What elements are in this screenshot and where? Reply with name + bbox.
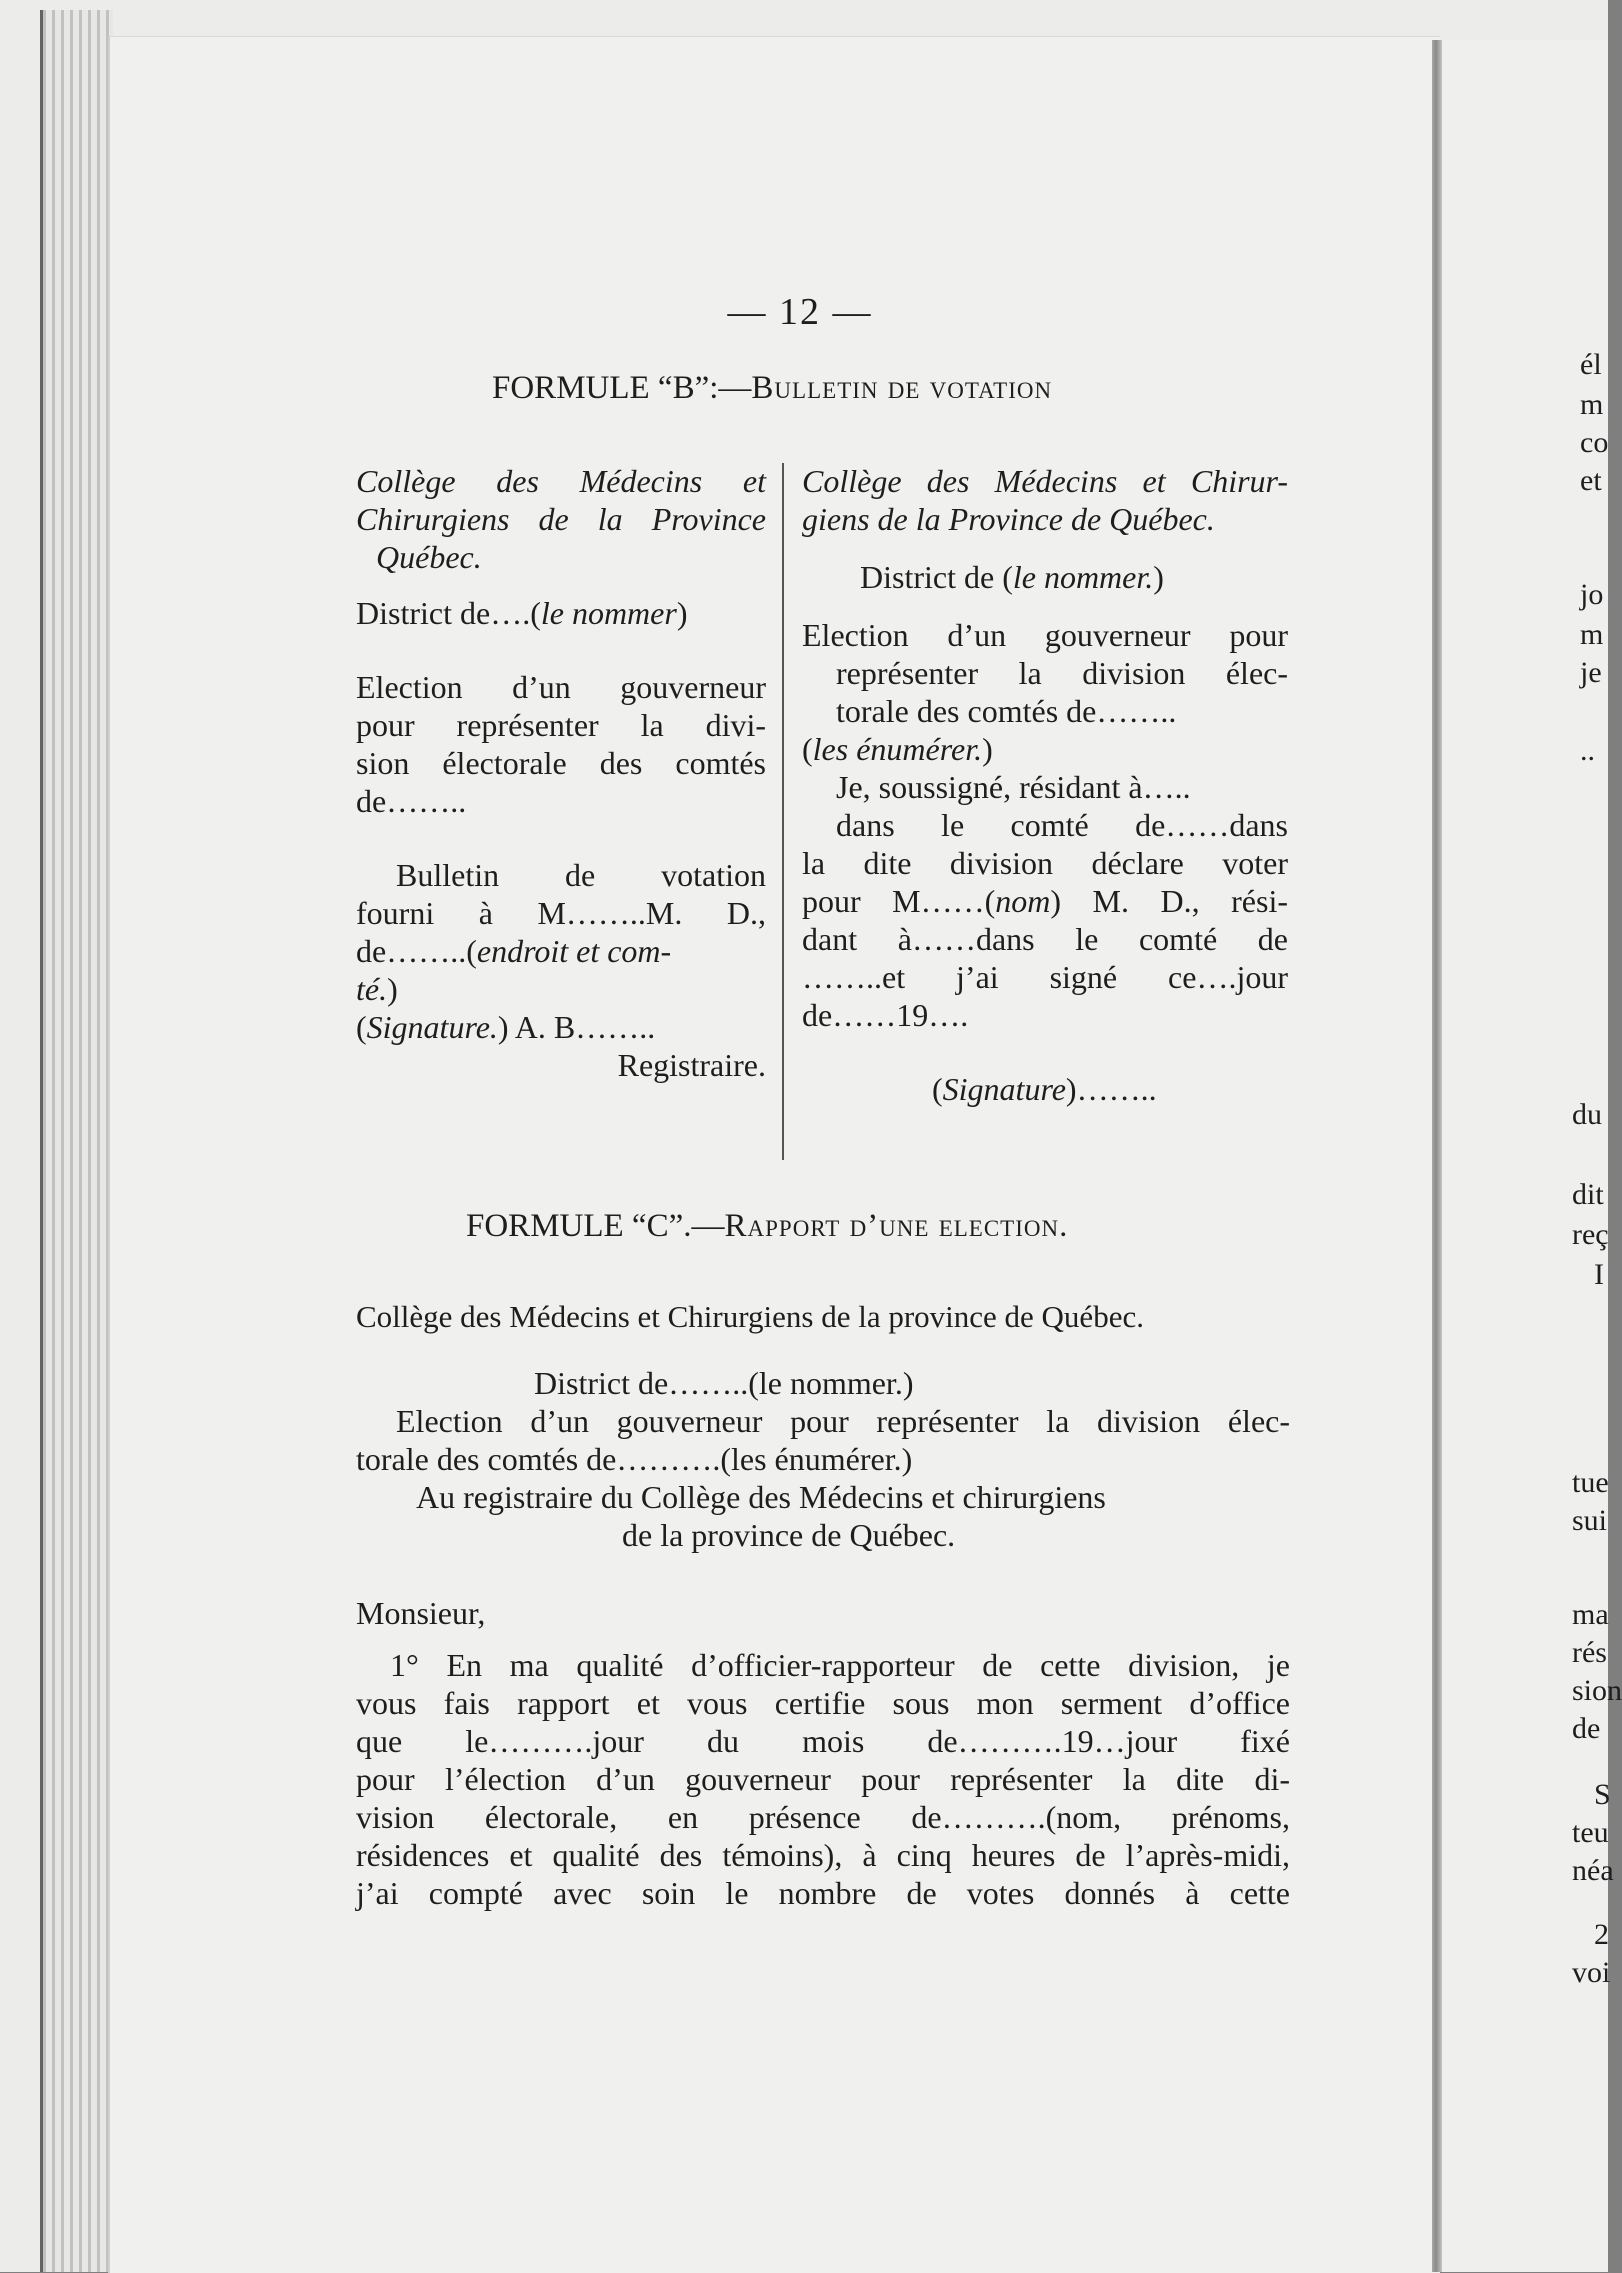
- district-paren: ): [902, 1365, 914, 1401]
- election-text: torale des comtés de……….(: [356, 1441, 731, 1477]
- election-paren: (: [802, 731, 813, 767]
- stacked-page-edges: [40, 10, 113, 2272]
- college-line: giens de la Province de Québec.: [802, 501, 1215, 537]
- bulletin-line: fourni à M……..M. D.,: [356, 895, 766, 931]
- college-line: Chirurgiens de la Province: [356, 501, 766, 537]
- bulletin-placeholder: té.: [356, 971, 388, 1007]
- signature-line: [802, 1070, 1288, 1108]
- book-gutter: [1432, 40, 1442, 2272]
- formule-b-label: FORMULE “B”:—: [492, 370, 752, 406]
- declaration-line: la dite division déclare voter: [802, 845, 1288, 881]
- facing-fragment: du: [1572, 1098, 1602, 1131]
- declaration-line: Je, soussigné, résidant à…..: [836, 769, 1191, 805]
- facing-fragment: rés: [1572, 1636, 1607, 1669]
- signature-paren: (: [932, 1071, 943, 1107]
- district-line: [802, 558, 1288, 596]
- report-line: [356, 1798, 1290, 1836]
- election-line: [356, 1440, 1290, 1478]
- college-line: Collège des Médecins et Chirurgiens de la province de Québec.: [356, 1299, 1144, 1334]
- election-placeholder: les énumérer.: [731, 1441, 902, 1477]
- declaration-line: dant à……dans le comté de: [802, 921, 1288, 957]
- district-text: District de (: [860, 559, 1013, 595]
- facing-fragment: 2: [1594, 1918, 1609, 1951]
- facing-fragment: ..: [1580, 734, 1595, 767]
- address-line: Au registraire du Collège des Médecins et chirurgiens: [416, 1479, 1106, 1515]
- election-placeholder: les énumérer.: [812, 731, 983, 767]
- election-line: représenter la division élec-: [836, 655, 1288, 691]
- facing-fragment: él: [1580, 348, 1602, 381]
- facing-fragment: teu: [1572, 1816, 1609, 1849]
- facing-page: [1442, 40, 1622, 2272]
- college-line: Collège des Médecins et Chirur-: [802, 463, 1288, 499]
- formule-b-right-column: [802, 462, 1288, 1108]
- facing-fragment: jo: [1580, 578, 1604, 611]
- signature-line: [356, 1008, 766, 1046]
- college-line: Québec.: [376, 539, 482, 575]
- declaration-placeholder: nom: [995, 883, 1051, 919]
- signature-label: Signature.: [366, 1009, 498, 1045]
- district-line: [356, 594, 766, 632]
- formule-c-body: [356, 1298, 1290, 1912]
- report-placeholder: nom, prénoms,: [1056, 1799, 1291, 1835]
- district-text: District de……..(: [534, 1365, 759, 1401]
- bulletin-line: Bulletin de votation: [396, 857, 766, 893]
- college-line: Collège des Médecins et: [356, 463, 766, 499]
- election-line: Election d’un gouverneur: [356, 669, 766, 705]
- election-line: Election d’un gouverneur pour représenter la division élec-: [396, 1403, 1290, 1439]
- facing-fragment: voi: [1572, 1956, 1611, 1989]
- report-line: [356, 1836, 1290, 1874]
- declaration-line: [802, 882, 1288, 920]
- facing-fragment: m: [1580, 388, 1604, 421]
- report-line: pour l’élection d’un gouverneur pour représenter la dite di-: [356, 1761, 1290, 1797]
- district-text: District de….(: [356, 595, 541, 631]
- formule-c-title: Rapport d’une election.: [724, 1208, 1069, 1244]
- district-paren: ): [1153, 559, 1164, 595]
- facing-fragment: sion: [1572, 1674, 1622, 1707]
- election-line: Election d’un gouverneur pour: [802, 617, 1288, 653]
- district-placeholder: le nommer: [540, 595, 677, 631]
- declaration-text: pour M……(: [802, 883, 996, 919]
- facing-fragment: je: [1580, 656, 1602, 689]
- facing-fragment: reç: [1572, 1218, 1609, 1251]
- bulletin-text: de……..(: [356, 933, 477, 969]
- signature-label: Signature: [942, 1071, 1066, 1107]
- facing-fragment: S: [1594, 1778, 1611, 1811]
- district-placeholder: le nommer.: [758, 1365, 903, 1401]
- facing-fragment: ma: [1572, 1598, 1609, 1631]
- report-placeholder: résidences et qualité des témoins: [356, 1837, 824, 1873]
- address-line: de la province de Québec.: [622, 1517, 956, 1553]
- district-placeholder: le nommer.: [1012, 559, 1154, 595]
- election-line: [802, 730, 1288, 768]
- formule-b-left-column: [356, 462, 766, 1084]
- facing-fragment: dit: [1572, 1178, 1604, 1211]
- district-line: [356, 1364, 1290, 1402]
- signature-paren: (: [356, 1009, 367, 1045]
- election-line: de……..: [356, 783, 467, 819]
- report-line: vous fais rapport et vous certifie sous mon serment d’office: [356, 1685, 1290, 1721]
- declaration-line: ……..et j’ai signé ce….jour: [802, 959, 1288, 995]
- report-line: j’ai compté avec soin le nombre de votes donnés à cette: [356, 1875, 1290, 1911]
- facing-fragment: de: [1572, 1712, 1601, 1745]
- bulletin-placeholder: endroit et com-: [476, 933, 672, 969]
- election-line: torale des comtés de……..: [836, 693, 1177, 729]
- facing-fragment: m: [1580, 618, 1604, 651]
- declaration-line: dans le comté de……dans: [836, 807, 1288, 843]
- signature-value: )……..: [1065, 1071, 1157, 1107]
- facing-fragment: sui: [1572, 1504, 1608, 1537]
- formule-c-label: FORMULE “C”.—: [466, 1208, 725, 1244]
- declaration-text: ) M. D., rési-: [1050, 883, 1289, 919]
- formule-b-heading: [492, 370, 1052, 407]
- registraire-line: Registraire.: [617, 1047, 766, 1083]
- column-divider: [782, 463, 784, 1160]
- page-number: — 12 —: [727, 291, 873, 333]
- formule-b-title: Bulletin de votation: [751, 370, 1053, 406]
- signature-value: ) A. B……..: [497, 1009, 656, 1045]
- facing-fragment: tue: [1572, 1466, 1609, 1499]
- facing-fragment: et: [1580, 464, 1602, 497]
- facing-fragment: co: [1580, 426, 1609, 459]
- declaration-line: de……19….: [802, 997, 969, 1033]
- bulletin-line: [356, 970, 766, 1008]
- report-text: vision électorale, en présence de……….(: [356, 1799, 1057, 1835]
- bulletin-line: [356, 932, 766, 970]
- election-line: pour représenter la divi-: [356, 707, 766, 743]
- report-text: ), à cinq heures de l’après-midi,: [823, 1837, 1291, 1873]
- formule-c-heading: [466, 1208, 1068, 1245]
- report-line: que le……….jour du mois de……….19…jour fixé: [356, 1723, 1290, 1759]
- facing-fragment: néa: [1572, 1854, 1614, 1887]
- salutation: Monsieur,: [356, 1595, 486, 1631]
- district-paren: ): [676, 595, 688, 631]
- election-paren: ): [901, 1441, 913, 1477]
- bulletin-paren: ): [387, 971, 398, 1007]
- facing-fragment: I: [1594, 1258, 1604, 1291]
- election-line: sion électorale des comtés: [356, 745, 766, 781]
- election-paren: ): [982, 731, 993, 767]
- report-line: 1° En ma qualité d’officier-rapporteur de cette division, je: [390, 1647, 1290, 1683]
